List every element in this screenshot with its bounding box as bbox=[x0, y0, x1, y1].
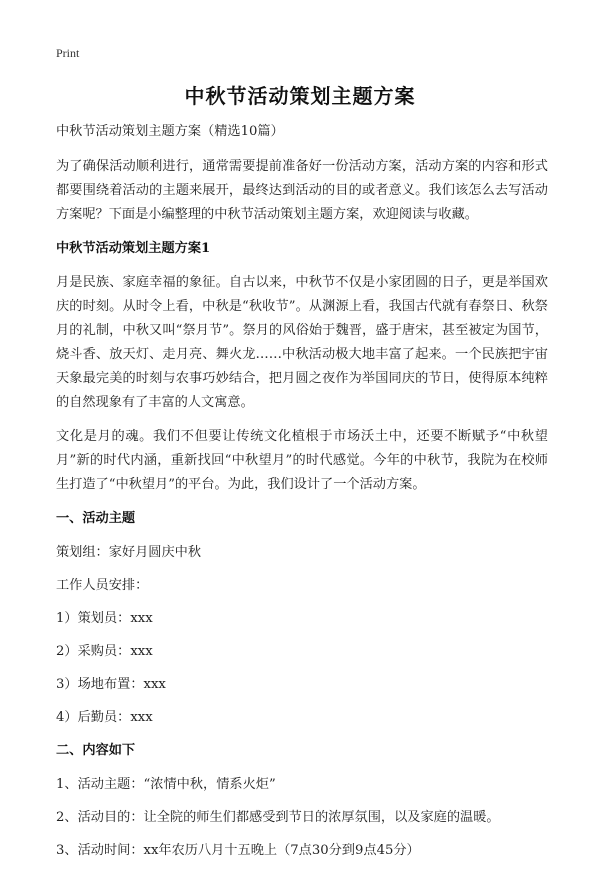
heading-activity-theme: 一、活动主题 bbox=[56, 511, 136, 526]
print-label: Print bbox=[56, 46, 80, 60]
staff-item: 4）后勤员：xxx bbox=[56, 710, 153, 725]
staff-label: 工作人员安排： bbox=[56, 578, 149, 593]
staff-item: 3）场地布置：xxx bbox=[56, 677, 166, 692]
staff-item: 2）采购员：xxx bbox=[56, 644, 153, 659]
page-title: 中秋节活动策划主题方案 bbox=[184, 84, 416, 108]
paragraph-2: 文化是月的魂。我们不但要让传统文化植根于市场沃土中，还要不断赋予“中秋望月”新的时代内涵，重新找回“中秋望月”的时代感觉。今年的中秋节，我院为在校师生打造了“中秋望月”的平台。为此，我们设计了一个活动方案。 bbox=[56, 429, 548, 492]
paragraph-1: 月是民族、家庭幸福的象征。自古以来，中秋节不仅是小家团圆的日子，更是举国欢庆的时刻。从时令上看，中秋是“秋收节”。从渊源上看，我国古代就有春祭日、秋祭月的礼制，中秋又叫“祭月节”。祭月的风俗始于魏晋，盛于唐宋，甚至被定为国节，烧斗香、放天灯、走月亮、舞火龙……中秋活动极大地丰富了起来。一个民族把宇宙天象最完美的时刻与农事巧妙结合，把月圆之夜作为举国同庆的节日，使得原本纯粹的自然现象有了丰富的人文寓意。 bbox=[56, 275, 548, 410]
content-item: 2、活动目的：让全院的师生们都感受到节日的浓厚氛围，以及家庭的温暖。 bbox=[56, 810, 500, 825]
content-item: 1、活动主题：“浓情中秋，情系火炬” bbox=[56, 777, 276, 792]
content-item: 3、活动时间：xx年农历八月十五晚上（7点30分到9点45分） bbox=[56, 843, 420, 858]
section-title: 中秋节活动策划主题方案1 bbox=[56, 241, 211, 256]
planning-group: 策划组：家好月圆庆中秋 bbox=[56, 545, 202, 560]
heading-content: 二、内容如下 bbox=[56, 743, 136, 758]
document-body bbox=[56, 120, 548, 872]
intro-paragraph: 为了确保活动顺利进行，通常需要提前准备好一份活动方案，活动方案的内容和形式都要围绕着活动的主题来展开，最终达到活动的目的或者意义。我们该怎么去写活动方案呢？下面是小编整理的中秋节活动策划主题方案，欢迎阅读与收藏。 bbox=[56, 159, 548, 222]
document-subtitle: 中秋节活动策划主题方案（精选10篇） bbox=[56, 124, 284, 139]
staff-item: 1）策划员：xxx bbox=[56, 611, 153, 626]
